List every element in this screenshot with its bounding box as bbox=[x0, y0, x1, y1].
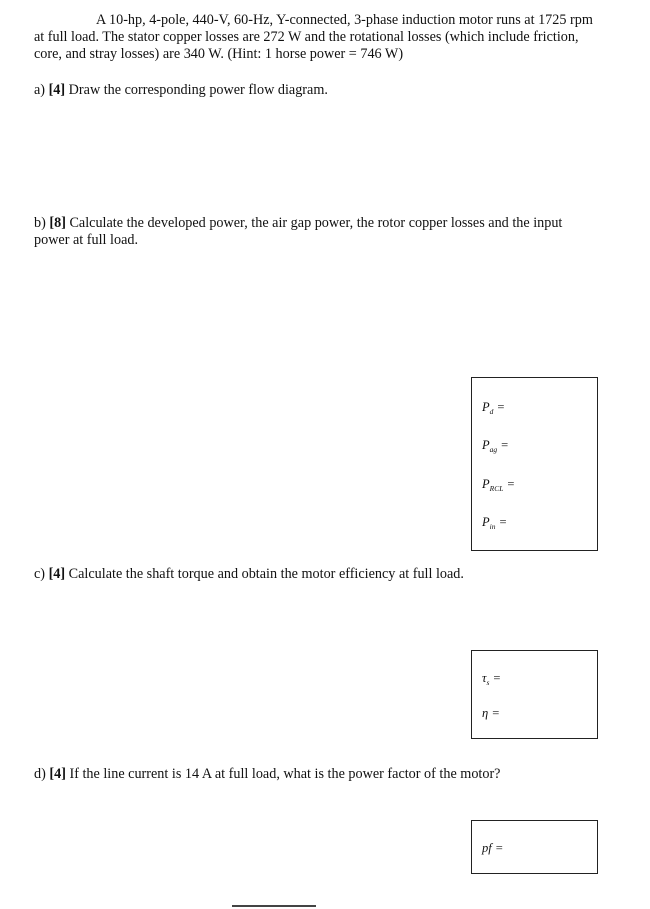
intro-line-1: A 10-hp, 4-pole, 440-V, 60-Hz, Y-connected, 3-phase induction motor runs at 1725 rpm bbox=[96, 12, 593, 28]
answer-input-power: $P_{in}$ = bbox=[482, 515, 507, 531]
page-bottom-rule bbox=[232, 905, 316, 907]
question-c-text: Calculate the shaft torque and obtain the motor efficiency at full load. bbox=[68, 566, 464, 582]
question-a-label: a) bbox=[34, 82, 46, 98]
intro-line-3: core, and stray losses) are 340 W. (Hint: 1 horse power = 746 W) bbox=[34, 46, 404, 62]
answer-box-d[interactable] bbox=[471, 820, 598, 874]
answer-rotor-copper-losses: $P_{RCL}$ = bbox=[482, 477, 515, 493]
intro-line-2: at full load. The stator copper losses are 272 W and the rotational losses (which include friction, bbox=[34, 29, 579, 45]
question-c bbox=[34, 566, 464, 583]
question-d bbox=[34, 766, 500, 783]
question-b-points: [8] bbox=[49, 215, 66, 231]
question-a bbox=[34, 82, 328, 99]
question-c-label: c) bbox=[34, 566, 46, 582]
question-b-text-1: Calculate the developed power, the air gap power, the rotor copper losses and the input bbox=[69, 215, 563, 231]
question-c-points: [4] bbox=[48, 566, 66, 582]
question-b-label: b) bbox=[34, 215, 46, 231]
problem-statement bbox=[34, 12, 624, 63]
question-d-label: d) bbox=[34, 766, 46, 782]
answer-developed-power: $P_d$ = bbox=[482, 400, 505, 416]
question-b-text-2: power at full load. bbox=[34, 232, 139, 248]
question-b bbox=[34, 215, 624, 249]
question-d-text: If the line current is 14 A at full load, what is the power factor of the motor? bbox=[69, 766, 501, 782]
answer-shaft-torque: $\tau_s$ = bbox=[482, 671, 501, 687]
question-d-points: [4] bbox=[49, 766, 66, 782]
question-a-points: [4] bbox=[48, 82, 66, 98]
question-a-text: Draw the corresponding power flow diagram. bbox=[68, 82, 328, 98]
answer-efficiency: η = bbox=[482, 706, 500, 720]
answer-box-b[interactable] bbox=[471, 377, 598, 551]
answer-box-c[interactable] bbox=[471, 650, 598, 739]
answer-air-gap-power: $P_{ag}$ = bbox=[482, 438, 509, 454]
answer-power-factor: pf = bbox=[482, 841, 503, 855]
